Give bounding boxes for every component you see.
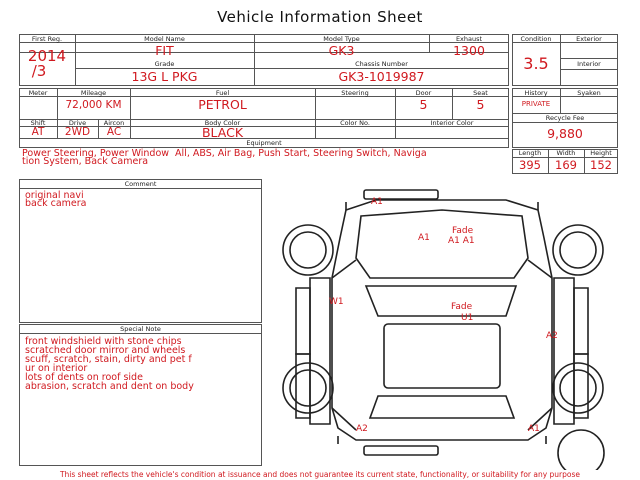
exhaust-label: Exhaust	[455, 35, 483, 43]
page-title: Vehicle Information Sheet	[217, 8, 423, 26]
seat-value: 5	[476, 97, 485, 112]
equipment-line: tion System, Back Camera	[22, 156, 149, 167]
length-label: Length	[518, 149, 542, 157]
color-no-label: Color No.	[340, 119, 370, 127]
model-type-label: Model Type	[323, 35, 360, 43]
damage-mark: A1	[371, 197, 383, 207]
model-name-value: FIT	[155, 43, 174, 58]
model-name-label: Model Name	[144, 35, 185, 43]
exterior-label: Exterior	[576, 35, 602, 43]
comment-label: Comment	[124, 180, 157, 188]
width-label: Width	[556, 149, 576, 157]
special-note-line: ur on interior	[25, 363, 88, 374]
height-label: Height	[590, 149, 612, 157]
body-color-value: BLACK	[201, 125, 244, 140]
condition-label: Condition	[520, 35, 552, 43]
drive-value: 2WD	[64, 126, 91, 138]
damage-mark: W1	[329, 297, 344, 307]
door-label: Door	[415, 89, 432, 97]
special-note-line: abrasion, scratch and dent on body	[25, 381, 194, 392]
special-note-line: scratched door mirror and wheels	[25, 345, 186, 356]
disclaimer-footer: This sheet reflects the vehicle's condition at issuance and does not guarantee its current state, functionality, or suitability for any purpose	[59, 470, 581, 479]
damage-mark: A1	[418, 233, 430, 243]
special-note-line: lots of dents on roof side	[25, 372, 143, 383]
fuel-value: PETROL	[198, 97, 247, 112]
damage-mark: A2	[356, 424, 368, 434]
history-value: PRIVATE	[521, 100, 551, 108]
comment-line: back camera	[25, 198, 87, 209]
width-value: 169	[555, 158, 577, 172]
shift-label: Shift	[30, 119, 46, 127]
damage-mark: A1 A1	[448, 236, 475, 246]
aircon-value: AC	[106, 126, 122, 138]
equipment-label: Equipment	[246, 139, 282, 147]
damage-mark: A2	[546, 331, 558, 341]
aircon-label: Aircon	[103, 119, 125, 127]
first-reg-label: First Reg.	[31, 35, 63, 43]
height-value: 152	[590, 158, 612, 172]
meter-label: Meter	[28, 89, 48, 97]
special-note-line: front windshield with stone chips	[25, 336, 182, 347]
steering-label: Steering	[341, 89, 369, 97]
seat-label: Seat	[473, 89, 488, 97]
model-type-value: GK3	[328, 43, 355, 58]
syaken-label: Syaken	[577, 89, 601, 97]
chassis-number-value: GK3-1019987	[338, 69, 425, 84]
shift-value: AT	[31, 126, 45, 138]
recycle-fee-label: Recycle Fee	[545, 114, 585, 122]
drive-label: Drive	[68, 119, 87, 127]
body-color-label: Body Color	[204, 119, 241, 127]
mileage-label: Mileage	[80, 89, 107, 97]
fuel-label: Fuel	[215, 89, 230, 97]
equipment-line: Power Steering, Power Window All, ABS, Air Bag, Push Start, Steering Switch, Naviga	[22, 148, 427, 159]
interior-label: Interior	[577, 60, 601, 68]
damage-mark: Fade	[451, 302, 473, 312]
grade-label: Grade	[154, 60, 175, 68]
mileage-value: 72,000 KM	[65, 99, 122, 111]
length-value: 395	[519, 158, 541, 172]
door-value: 5	[419, 97, 428, 112]
exhaust-value: 1300	[453, 43, 485, 58]
comment-line: original navi	[25, 190, 84, 201]
first-reg-year: 2014	[27, 47, 67, 65]
first-reg-month: /3	[31, 62, 47, 80]
chassis-number-label: Chassis Number	[355, 60, 408, 68]
grade-value: 13G L PKG	[131, 69, 198, 84]
interior-color-label: Interior Color	[430, 119, 474, 127]
condition-score: 3.5	[523, 54, 549, 73]
damage-mark: A1	[528, 424, 540, 434]
special-note-label: Special Note	[120, 325, 161, 333]
history-label: History	[524, 89, 548, 97]
special-note-line: scuff, scratch, stain, dirty and pet f	[25, 354, 192, 365]
damage-mark: U1	[461, 313, 474, 323]
damage-mark: Fade	[452, 226, 474, 236]
car-damage-diagram	[266, 178, 618, 470]
recycle-fee-value: 9,880	[547, 126, 583, 141]
